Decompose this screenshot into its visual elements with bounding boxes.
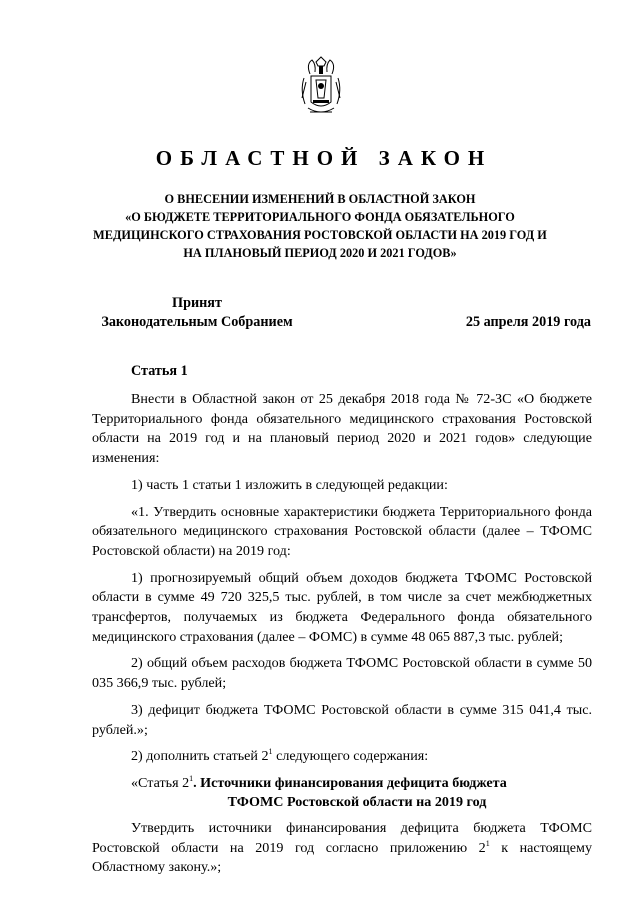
- new-article-superscript: 1: [189, 773, 194, 783]
- subitem-1: 1) прогнозируемый общий объем доходов бюджета ТФОМС Ростовской области в сумме 49 720 325,5 тыс. рублей, в том числе за счет межбюджетных трансфертов, получаемых из бюджета Федерального фонда обязательного медицинского страхования (далее – ФОМС) в сумме 48 065 887,3 тыс. рублей;: [92, 569, 592, 645]
- subitem-3: 3) дефицит бюджета ТФОМС Ростовской области в сумме 315 041,4 тыс. рублей.»;: [92, 701, 592, 738]
- new-article-prefix: «Статья 2: [131, 774, 190, 791]
- subtitle-line-2: «О БЮДЖЕТЕ ТЕРРИТОРИАЛЬНОГО ФОНДА ОБЯЗАТЕЛЬНОГО: [125, 210, 515, 224]
- new-article-title-line-2: ТФОМС Ростовской области на 2019 год: [227, 793, 487, 810]
- coat-of-arms-icon: [296, 54, 346, 120]
- intro-paragraph: Внести в Областной закон от 25 декабря 2018 года № 72-ЗС «О бюджете Территориального фонда обязательного медицинского страхования Ростовской области на 2019 год и на плановый период 2020 и 2021 годов» следующие изменения:: [92, 391, 592, 467]
- adopted-word: Принят: [172, 295, 222, 311]
- adopting-body: Законодательным Собранием: [101, 314, 293, 330]
- article-heading: Статья 1: [131, 363, 188, 379]
- final-tail: к настоящему Областному закону.»;: [92, 839, 592, 876]
- new-article-title-line-1: . Источники финансирования дефицита бюджета: [193, 774, 507, 791]
- adopted-by: [92, 294, 302, 332]
- item-2: [92, 747, 592, 767]
- subtitle-line-4: НА ПЛАНОВЫЙ ПЕРИОД 2020 И 2021 ГОДОВ»: [183, 246, 457, 260]
- subtitle-line-1: О ВНЕСЕНИИ ИЗМЕНЕНИЙ В ОБЛАСТНОЙ ЗАКОН: [164, 192, 476, 206]
- rostov-oblast-emblem-graphic: [296, 54, 346, 120]
- item-2-superscript: 1: [268, 747, 273, 757]
- quoted-part-1: «1. Утвердить основные характеристики бюджета Территориального фонда обязательного медицинского страхования Ростовской области (далее – ТФОМС Ростовской области) на 2019 год:: [92, 503, 592, 559]
- subitem-2: 2) общий объем расходов бюджета ТФОМС Ростовской области в сумме 50 035 366,9 тыс. рублей;: [92, 655, 592, 692]
- article-body: [92, 390, 592, 885]
- final-superscript: 1: [485, 838, 490, 848]
- law-subtitle: [60, 190, 580, 262]
- item-1: 1) часть 1 статьи 1 изложить в следующей редакции:: [131, 476, 448, 493]
- adoption-date: 25 апреля 2019 года: [465, 314, 591, 330]
- item-2-text: 2) дополнить статьей 2: [131, 748, 269, 765]
- document-title: ОБЛАСТНОЙ ЗАКОН: [155, 146, 493, 170]
- final-paragraph: [92, 819, 592, 878]
- subtitle-line-3: МЕДИЦИНСКОГО СТРАХОВАНИЯ РОСТОВСКОЙ ОБЛАСТИ НА 2019 ГОД И: [93, 228, 547, 242]
- item-2-tail: следующего содержания:: [272, 748, 429, 765]
- new-article-heading: [92, 774, 592, 812]
- final-text: Утвердить источники финансирования дефицита бюджета ТФОМС Ростовской области на 2019 год согласно приложению 2: [92, 819, 592, 856]
